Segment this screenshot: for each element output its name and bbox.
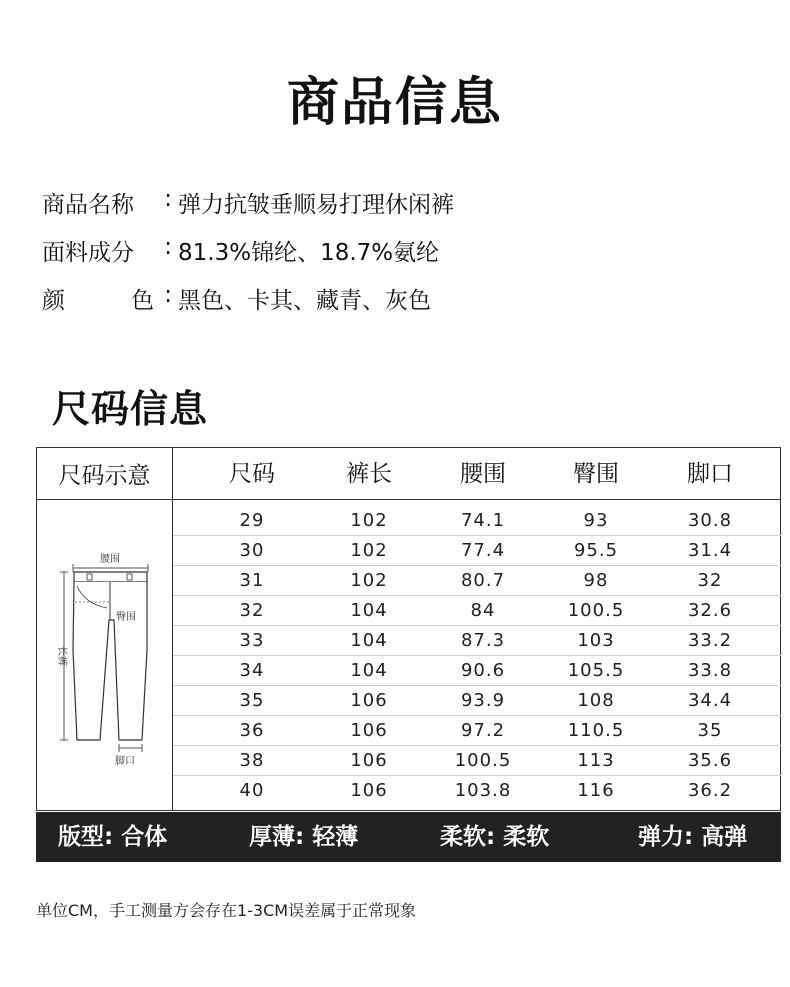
- table-row: [173, 596, 781, 626]
- table-cell: 29: [239, 510, 265, 531]
- table-cell: 33.2: [687, 630, 733, 651]
- table-cell: 106: [350, 780, 388, 801]
- col-header-hem: 脚口: [687, 461, 733, 487]
- col-header-hip: 臀围: [573, 461, 619, 487]
- table-row: [173, 656, 781, 686]
- table-cell: 32: [697, 570, 723, 591]
- table-cell: 93: [583, 510, 609, 531]
- table-cell: 30.8: [687, 510, 733, 531]
- size-table: [36, 447, 781, 811]
- table-cell: 105.5: [567, 660, 625, 681]
- info-label: 颜 色 :: [42, 281, 172, 314]
- table-cell: 97.2: [460, 720, 506, 741]
- table-row: [173, 626, 781, 656]
- info-label: 商品名称 :: [42, 185, 172, 218]
- table-cell: 102: [350, 540, 388, 561]
- table-cell: 95.5: [573, 540, 619, 561]
- table-cell: 113: [577, 750, 615, 771]
- footnote: 单位CM，手工测量方会存在1-3CM误差属于正常现象: [36, 901, 417, 920]
- table-cell: 32: [239, 600, 265, 621]
- table-cell: 84: [470, 600, 496, 621]
- table-cell: 34: [239, 660, 265, 681]
- diagram-label-hip: 臀围: [116, 612, 136, 623]
- table-cell: 36.2: [687, 780, 733, 801]
- table-cell: 102: [350, 510, 388, 531]
- info-value: 81.3%锦纶、18.7%氨纶: [178, 239, 440, 266]
- table-cell: 106: [350, 720, 388, 741]
- table-row: [173, 686, 781, 716]
- table-cell: 36: [239, 720, 265, 741]
- table-cell: 110.5: [567, 720, 625, 741]
- table-cell: 103: [577, 630, 615, 651]
- table-cell: 35: [239, 690, 265, 711]
- table-cell: 35: [697, 720, 723, 741]
- table-cell: 80.7: [460, 570, 506, 591]
- info-row-color: [42, 274, 454, 322]
- table-cell: 31: [239, 570, 265, 591]
- table-cell: 103.8: [454, 780, 512, 801]
- table-cell: 106: [350, 750, 388, 771]
- table-cell: 40: [239, 780, 265, 801]
- col-header-length: 裤长: [346, 461, 392, 487]
- table-cell: 74.1: [460, 510, 506, 531]
- info-label-text: 商品名称: [42, 191, 134, 218]
- table-cell: 104: [350, 600, 388, 621]
- info-label: 面料成分 :: [42, 233, 172, 266]
- table-row: [173, 536, 781, 566]
- spec-elasticity: 弹力: 高弹: [638, 824, 748, 850]
- spec-bar: [36, 812, 781, 862]
- spec-thickness: 厚薄: 轻薄: [249, 824, 359, 850]
- table-cell: 116: [577, 780, 615, 801]
- table-cell: 32.6: [687, 600, 733, 621]
- table-cell: 98: [583, 570, 609, 591]
- table-cell: 77.4: [460, 540, 506, 561]
- pants-diagram: [37, 500, 173, 811]
- info-row-name: [42, 178, 454, 226]
- table-cell: 104: [350, 660, 388, 681]
- table-cell: 35.6: [687, 750, 733, 771]
- table-cell: 104: [350, 630, 388, 651]
- table-cell: 93.9: [460, 690, 506, 711]
- table-cell: 106: [350, 690, 388, 711]
- spec-softness: 柔软: 柔软: [440, 824, 550, 850]
- table-row: [173, 746, 781, 776]
- info-row-fabric: [42, 226, 454, 274]
- table-row: [173, 716, 781, 746]
- table-cell: 30: [239, 540, 265, 561]
- col-header-size: 尺码: [229, 461, 275, 487]
- info-value: 弹力抗皱垂顺易打理休闲裤: [178, 191, 454, 218]
- spec-fit: 版型: 合体: [58, 824, 168, 850]
- page-title: 商品信息: [286, 73, 503, 133]
- table-cell: 33.8: [687, 660, 733, 681]
- table-row: [173, 776, 781, 806]
- diagram-label-waist: 腰围: [100, 554, 120, 565]
- table-body: [173, 506, 781, 806]
- table-cell: 38: [239, 750, 265, 771]
- table-cell: 87.3: [460, 630, 506, 651]
- size-section-title: 尺码信息: [52, 387, 209, 431]
- col-header-waist: 腰围: [460, 461, 506, 487]
- table-cell: 33: [239, 630, 265, 651]
- product-info: [42, 178, 454, 322]
- table-cell: 31.4: [687, 540, 733, 561]
- info-label-text: 面料成分: [42, 239, 134, 266]
- table-cell: 108: [577, 690, 615, 711]
- table-cell: 34.4: [687, 690, 733, 711]
- diagram-label-hem: 脚口: [115, 756, 135, 767]
- diagram-label-length: 长裤: [56, 646, 67, 666]
- table-cell: 90.6: [460, 660, 506, 681]
- table-row: [173, 506, 781, 536]
- table-row: [173, 566, 781, 596]
- info-value: 黑色、卡其、藏青、灰色: [178, 287, 431, 314]
- pants-diagram-icon: [37, 500, 173, 811]
- table-cell: 102: [350, 570, 388, 591]
- info-label-text: 颜 色: [42, 287, 154, 314]
- diagram-header: 尺码示意: [37, 448, 173, 500]
- table-header-row: [173, 448, 781, 500]
- table-cell: 100.5: [454, 750, 512, 771]
- table-cell: 100.5: [567, 600, 625, 621]
